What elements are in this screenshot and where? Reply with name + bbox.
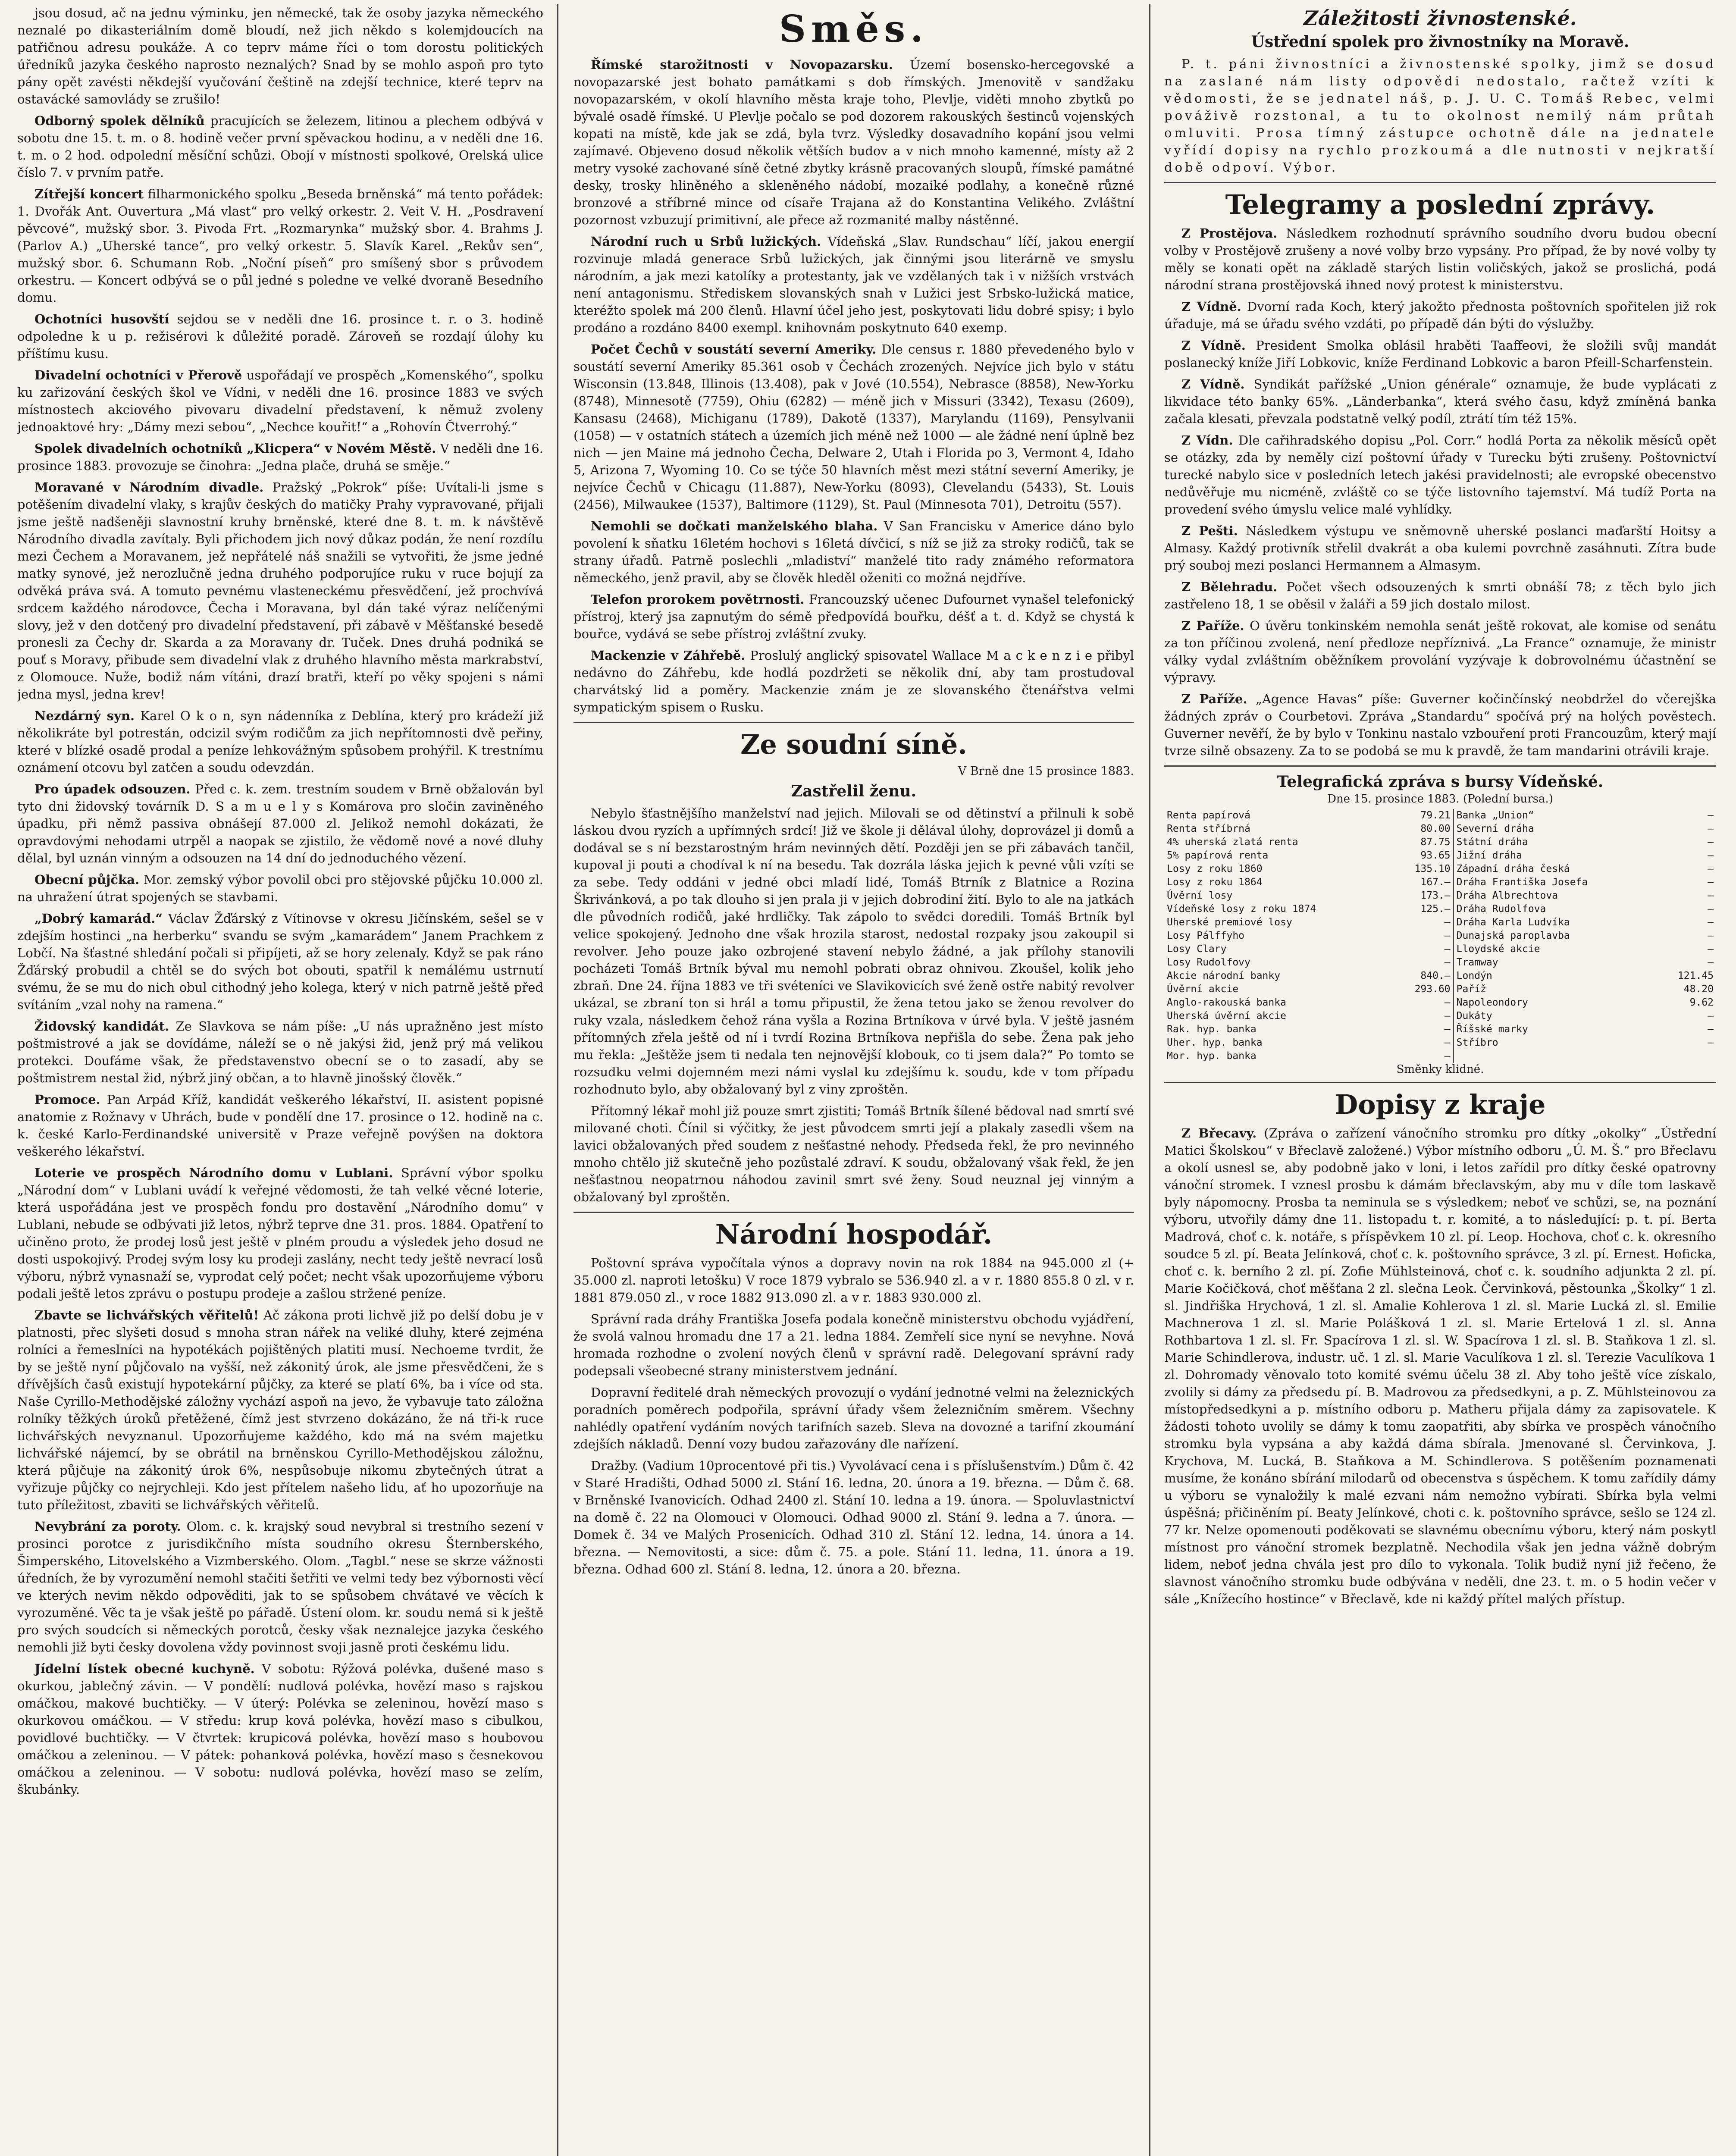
article-lead: Z Břecavy. [1181, 1126, 1257, 1141]
smes-item [573, 56, 1134, 229]
exchange-value: — [1444, 957, 1451, 968]
exchange-item: Londýn [1454, 969, 1656, 983]
news-item [17, 1091, 543, 1160]
article-lead: Římské starožitnosti v Novopazarsku. [591, 57, 893, 72]
article-text: Před c. k. zem. trestním soudem v Brně obžalován byl tyto dni židovský továrník D. S a m u e l y s Komárova pro sločin zaviněného úpadku, při němž passiva obnášejí 87.000 zl. Jelikož nemohl dokázati, že opravdovými nehodami utrpěl a naopak se zjistilo, že vědomě nové a nové dluhy dělal, byl uznán vinným a odsouzen na 14 dní do jednoduchého vězení. [17, 782, 543, 865]
article-lead: Divadelní ochotníci v Přerově [34, 368, 242, 382]
article-lead: Z Vídn. [1181, 433, 1233, 448]
article-lead: Židovský kandidát. [34, 1019, 169, 1034]
article-text: jsou dosud, ač na jednu výminku, jen německé, tak že osoby jazyka německého neznalé po dikasteriálním domě bloudí, než jich někdo s kolemjdoucích na patřičnou adresu poukáže. A co teprv máme říci o tom dorostu politických úředníků jazyka českého naprosto neznalých? Snad by se mohlo aspoň pro tyto pány opět zavésti někdejší vyučování češtině na zdejší technice, které teprv na ostavácké samovlády se zrušilo! [17, 6, 543, 107]
article-text: Správní výbor spolku „Národní dom“ v Lublani uvádí k veřejné vědomosti, že tah velké věcné loterie, která uspořádána jest ve prospěch fondu pro dostavění „Národního domu“ v Lublani, nebude se odbývati již letos, nýbrž teprve dne 31. pros. 1884. Opatření to učiněno proto, že prodej losů jest ještě v plném proudu a výsledek jeho dosud ne dosti uspokojivý. Prodej svým losy ku prodeji zaslány, necht tedy ještě nevrací losů výboru, nýbrž vynasnaží se, vyprodat celý počet; necht však upozorňujeme výboru podali ještě letos zprávu o postupu prodeje a zašlou stržené peníze. [17, 1166, 543, 1301]
news-item [17, 910, 543, 1013]
article-text: Ač zákona proti lichvě již po delší dobu je v platnosti, přec slyšeti dosud s mnoha stran nářek na veliké dluhy, které zejména rolníci a řemeslníci na hypotékách pojištěných platiti musí. Nechoeme tvrdit, že by se ještě nyní půjčovalo na vyšší, než zákonitý úrok, ale jsme přesvědčeni, že s dřívějších časů existují hypotekární půjčky, za které se platí 6%, ba i více od sta. Naše Cyrillo-Methodějské záložny vychází aspoň na jevo, že vybavuje tato záložna rolníky těžkých úroků přetěžené, čímž jest stvrzeno dokázáno, že ná tři-k ruce lichvářských nevyznanul. Upozorňujeme každého, kdo má na svém majetku lichvářské nájemcí, by se obrátil na brněnskou Cyrillo-Methodějskou záložnu, která půjčuje na zákonitý úrok 6%, nespůsobuje nikomu zbytečných útrat a vyřizuje půjčky co nejrychleji. Kdo jest přítelem našeho lidu, ať ho upozorňuje na tuto příležitost, zbaviti se lichvářských věřitelů. [17, 1308, 543, 1512]
exchange-value: — [1708, 877, 1714, 888]
exchange-value: — [1708, 810, 1714, 821]
hospodar-articles [573, 1254, 1134, 1578]
exchange-value: 293.60 [1414, 984, 1451, 995]
exchange-value: — [1708, 890, 1714, 901]
article-text: sejdou se v neděli dne 16. prosince t. r. o 3. hodině odpoledne k u p. režisérovi k důležité poradě. Zároveň se rozdají úlohy ku příštímu kusu. [17, 312, 543, 361]
article-lead: Zítřejší koncert [34, 187, 144, 201]
exchange-value: 121.45 [1677, 970, 1714, 981]
article-text: (Zpráva o zařízení vánočního stromku pro dítky „okolky“ „Ústřední Matici Školskou“ v Břeclavě založené.) Výbor místního odboru „Ú. M. Š.“ pro Břeclavu a okolí usnesl se, aby podobně jako v loni, i letos zařídil pro dítky české opatrovny vánoční stromek. I vznesl prosbu k dámám břeclavským, aby mu v díle tom laskavě byly nápomocny. Prosba ta neminula se s výsledkem; neboť ve schůzi, se, na poznání výboru, utvořily dámy dne 11. listopadu t. r. komité, a to následující: p. t. pí. Berta Madrová, choť c. k. notáře, s příspěvkem 10 zl. pí. Leop. Hochova, choť c. k. okresního soudce 5 zl. pí. Beata Jelínková, choť c. k. poštovního správce, 3 zl. pí. Ernest. Hoficka, choť c. k. berního 2 zl. pí. Zofie Mühlsteinová, choť c. k. soudního adjunkta 2 zl. pí. Marie Kočičková, choť měšťana 2 zl. slečna Leok. Červinková, pěstounka „Školky“ 1 zl. sl. Jindřiška Hrychová, 1 zl. sl. Amalie Kohlerova 1 zl. sl. Marie Lucká zl. sl. Emilie Machnerova 1 zl. sl. Marie Polášková 1 zl. sl. Marie Ertelová 1 zl. sl. Anna Rothbartova 1 zl. sl. Fr. Spacírova 1 zl. sl. W. Spacírova 1 zl. sl. B. Staňkova 1 zl. sl. Marie Schindlerova, industr. uč. 1 zl. sl. Marie Vaculíkova 1 zl. sl. Terezie Vaculíkova 1 zl. Dohromady věnovalo toto komité svému účelu 38 zl. Aby toho ještě více získalo, zvolily si dámy za předsedu pí. B. Madrovou za předsedkyni, a p. Z. Mühlsteinovou za místopředsedkyni a p. místního odboru p. Matheru přijala dámy za zapisovatele. K žádosti tohoto uvolily se dámy k tomu zaopatřiti, aby sbírka ve prospěch vánočního stromku byla vypsána a aby každá dáma sbírala. Jmenované sl. Červinkova, J. Krychova, M. Lucká, B. Staňkova a M. Schindlerova. S potěšením poznamenati musíme, že konáno sbírání milodarů od obecenstva s úspěchem. K tomu zařídily dámy u výboru se vynaložily k malé ezvani nám nemožno vybírati. Sbírka byla velmi úspěšná; přičiněním pí. Beaty Jelínkové, choti c. k. poštovního správce, sešlo se 124 zl. 77 kr. Nelze opomenouti poděkovati se slavnému obecnímu výboru, který nám poskytl místnost pro vánoční stromek bezplatně. Nechodila však jen jedna vážně dobrým lidem, neboť jedna chvála jest pro dílo to vykonala. Tolik budiž nyní již řečeno, že slavnost vánočního stromku bude odbývána v neděli, dne 23. t. m. o 5 hodin večer v sále „Knížecího hostince“ v Břeclavě, kde ni každý přítel malých přístup. [1164, 1126, 1716, 1606]
exchange-row [1164, 903, 1716, 916]
article-lead: Jídelní lístek obecné kuchyně. [34, 1661, 255, 1676]
exchange-row [1164, 876, 1716, 889]
news-item [17, 367, 543, 436]
divider [573, 1212, 1134, 1213]
exchange-row [1164, 983, 1716, 996]
news-item [17, 4, 543, 108]
exchange-item: Rak. hyp. banka [1167, 1024, 1257, 1035]
article-lead: Ochotníci husovští [34, 312, 169, 326]
section-heading-court: Ze soudní síně. [740, 729, 967, 760]
exchange-item: Anglo-rakouská banka [1167, 997, 1286, 1008]
exchange-row [1164, 916, 1716, 929]
column-1-articles [17, 4, 543, 1798]
news-item [17, 112, 543, 181]
exchange-item: Úvěrní losy [1167, 890, 1233, 901]
exchange-item: Severní dráha [1454, 822, 1656, 836]
telegram-articles [1164, 225, 1716, 759]
exchange-value: — [1708, 837, 1714, 848]
exchange-item: Úvěrní akcie [1167, 984, 1239, 995]
article-text: Mor. zemský výbor povolil obci pro stějovské půjčku 10.000 zl. na uhražení útrat spojených se stavbami. [17, 872, 543, 904]
exchange-item: Tramway [1454, 956, 1656, 969]
exchange-value: — [1708, 957, 1714, 968]
hospodar-item [573, 1457, 1134, 1578]
article-text: Pražský „Pokrok“ píše: Uvítali-li jsme s potěšením divadelní vlaky, s krajův českých do matičky Prahy vypravované, přijali jsme ještě nadšeněji slavnostní kruhy brněnské, které dne 8. t. m. k návštěvě Národního divadla zavítaly. Byli přichodem jich nový důkaz podán, že není rozdílu mezi Čechem a Moravanem, jež nepřátelé náš snažili se vytvořiti, že jsme jedné matky synové, jež nerozlučně jedna druhého podporujíce ruku v ruce bojují za odvěká práva svá. A tomuto pevnému vlasteneckému přesvědčení, jež prochvívá srdcem každého národovce, Čecha i Moravana, byl dán také výraz nelíčenými slovy, jež v den dotčený pro divadelní představení, při zábavě v Měšťanské besedě pronesli za Čechy dr. Skarda a za Moravany dr. Tuček. Dnes druhá podniká se pouť s Moravy, přibude sem divadelní vlak z druhého hlavního města markrabství, z Olomouce. Nuže, bodiž nám vítáni, drazí bratři, kteří po věky spojeni s námi jedna mysl, jedna krev! [17, 480, 543, 702]
exchange-value: — [1708, 943, 1714, 955]
article-lead: Nezdárný syn. [34, 708, 135, 723]
exchange-row [1164, 862, 1716, 876]
court-subheading: Zastřelil ženu. [791, 782, 917, 800]
exchange-row [1164, 943, 1716, 956]
article-text: Karel O k o n, syn nádenníka z Deblína, který pro krádeží již několikráte byl potrestán, odcizil svým rodičům za jich nepřítomnosti dvě peřiny, které v blízké osadě prodal a peníze lehkovážným spůsobem prohýřil. K trestnímu oznámení otcovu byl zatčen a soudu odevzdán. [17, 708, 543, 775]
article-lead: Nevybrání za poroty. [34, 1519, 181, 1534]
exchange-item: 4% uherská zlatá renta [1167, 837, 1298, 848]
divider [1164, 765, 1716, 767]
exchange-value: 9.62 [1689, 997, 1714, 1008]
article-text: Václav Žďárský z Vítinovse v okresu Jičínském, sešel se v zdejším hostinci „na herberku“ svandu se svým „kamarádem“ Janem Prachkem z Lobčí. Na šťastné shledání počali si připíjeti, až se hory zelenaly. Když se pak ráno Žďárský probudil a chtěl se do svých bot obouti, spatřil k nemálému ustrnutí svému, že se mu do nich obul cithodný jeho kolega, který v nich patrně ještě před svítáním „vzal nohy na ramena.“ [17, 911, 543, 1012]
article-text: uspořádají ve prospěch „Komenského“, spolku ku zařizování českých škol ve Vídni, v neděli dne 16. prosince 1883 ve svých místnostech akciového pivovaru divadelní představení, k němuž zvoleny jednoaktové hry: „Dámy mezi sebou“, „Nechce kouřit!“ a „Rohovín Čtverrohý.“ [17, 368, 543, 434]
exchange-row [1164, 956, 1716, 969]
column-3 [1164, 4, 1716, 2156]
article-lead: Pro úpadek odsouzen. [34, 782, 191, 796]
news-item [17, 780, 543, 867]
exchange-item: Dráha Albrechtova [1454, 889, 1656, 903]
article-lead: Počet Čechů v soustátí severní Ameriky. [591, 342, 877, 357]
zivnostenske-article: P. t. páni živnostníci a živnostenské spolky, jimž se dosud na zaslané nám listy odpovědi nedostalo, račtež vzíti k vědomosti, že se jednatel náš, p. J. U. C. Tomáš Rebec, velmi pováživě rozstonal, a tu to okolnost nemilý nám průtah omluviti. Prosa tímný zástupce ochotně dále na jednatele vyřídí dopisy na rychlo prozkoumá a dle nutnosti v nejkratší době odpoví. Výbor. [1164, 56, 1716, 175]
smes-item [573, 517, 1134, 586]
article-lead: Z Prostějova. [1181, 226, 1278, 241]
news-item [17, 1018, 543, 1087]
news-item [17, 310, 543, 362]
article-text: Území bosensko-hercegovské a novopazarské jest bohato památkami s dob římských. Jmenovitě v sandžaku novopazarském, v okolí hlavního města kraje toho, Plevlje, viděti mnoho zbytků po bývalé osadě římské. U Plevlje počalo se pod dozorem rakouských šestinců vojenských kopati na místě, kde jak se zdá, byla tvrz. Výsledky dosavadního kopání jsou velmi zajímavé. Objeveno dosud několik větších budov a v nich mnoho kamenné, místy až 2 metry vysoké zachované síně četné zbytky krásně pracovaných sloupů, římské památné desky, trosky hliněného a skleněného nádobí, mozaiké podlahy, a konečně různé bronzové a stříbrné mince od císaře Trajana až do Konstantina Velikého. Zvláštní pozornost vzbuzují primitivní, ale přece až rozmanité malby nástěnné. [573, 57, 1134, 227]
article-text: Dle census r. 1880 převedeného bylo v soustátí severní Ameriky 85.361 osob v Čechách zrozených. Nejvíce jich bylo v státu Wisconsin (13.848, Illinois (13.408), pak v Jové (10.554), Nebrasce (8858), New-Yorku (8748), Minnesotě (7759), Ohiu (6282) — méně jich v Missuri (3342), Texasu (2609), Kansasu (2468), Michiganu (1789), Dakotě (1337), Marylandu (1169), Pensylvanii (1058) — v ostatních státech a územích jich méně než 1000 — ale žádné není úplně bez nich — jen Maine má jednoho Čecha, Delware 2, Utah i Florida po 3, Vermont 4, Idaho 5, Arizona 7, Wyoming 10. Co se týče 50 hlavních měst mezi státní severní Ameriky, je nejvíce Čechů v Chicagu (11.887), New-Yorku (8093), Clevelandu (5433), St. Louis (2456), Milwaukee (1537), Baltimore (1129), St. Paul (Minnesota 701), Detroitu (557). [573, 342, 1134, 512]
exchange-row [1164, 822, 1716, 836]
zivnostenske-subheading: Ústřední spolek pro živnostníky na Moravě. [1251, 33, 1629, 51]
exchange-item: Vídeňské losy z roku 1874 [1167, 903, 1316, 915]
exchange-item: Dráha Karla Ludvíka [1454, 916, 1656, 929]
article-text: „Agence Havas“ píše: Guverner kočinčínský neobdržel do včerejška žádných zpráv o Courbetovi. Zpráva „Standardu“ spočívá prý na holých pověstech. Guverner nevěří, že by bylo v Tonkinu nastalo vzbouření proti Francouzům, který mají tvrze silně obsazeny. Za to se podobá se mu k pravdě, že tam mandarini otrávili kraje. [1164, 692, 1716, 758]
telegram-item [1164, 690, 1716, 759]
exchange-item: Uher. hyp. banka [1167, 1037, 1263, 1048]
article-lead: „Dobrý kamarád.“ [34, 911, 163, 926]
exchange-value: — [1444, 917, 1451, 928]
article-text: pracujících se železem, litinou a plechem odbývá v sobotu dne 15. t. m. o 8. hodině večer první spěvackou hodinu, a v neděli dne 16. t. m. o 2 hod. odpolední měsíční schůzi. Obojí v místnosti spolkové, Orelská ulice číslo 7. v prvním patře. [17, 113, 543, 180]
exchange-value: — [1708, 1024, 1714, 1035]
section-heading-zivnostenske: Záležitosti živnostenské. [1304, 6, 1577, 30]
exchange-title: Telegrafická zpráva s bursy Vídeňské. [1277, 773, 1604, 791]
exchange-value: 167.— [1420, 877, 1451, 888]
hospodar-item [573, 1254, 1134, 1306]
article-text: Pan Arpád Kříž, kandidát veškerého lékařství, II. asistent popisné anatomie z Rožnavy v Uhrách, bude v pondělí dne 17. prosince o 12. hodině na c. k. české Karlo-Ferdinandské universitě v Praze veřejně povýšen na doktora veškerého lékařství. [17, 1092, 543, 1159]
article-text: Proslulý anglický spisovatel Wallace M a c k e n z i e přibyl nedávno do Záhřebu, kde hodlá pozdržeti se několik dní, aby tam prostudoval charvátský lid a poměry. Mackenzie znám je ze slovanského čtenářstva velmi sympatickým spisem o Rusku. [573, 648, 1134, 714]
news-item [17, 440, 543, 474]
exchange-item: Západní dráha česká [1454, 862, 1656, 876]
exchange-item: Uherská úvěrní akcie [1167, 1010, 1286, 1022]
exchange-value: — [1708, 1010, 1714, 1022]
smes-item [573, 341, 1134, 513]
exchange-value: — [1708, 903, 1714, 915]
column-rule [557, 4, 558, 2156]
exchange-value: — [1444, 1037, 1451, 1048]
exchange-value: — [1444, 1010, 1451, 1022]
exchange-value: 840.— [1420, 970, 1451, 981]
exchange-item: Stříbro [1454, 1036, 1656, 1050]
exchange-item: Losy Pálffyho [1167, 930, 1245, 941]
exchange-row [1164, 929, 1716, 943]
exchange-item: Losy Rudolfovy [1167, 957, 1250, 968]
telegram-item [1164, 578, 1716, 613]
smes-articles [573, 56, 1134, 716]
article-text: Dražby. (Vadium 10procentové při tis.) Vyvolávací cena i s příslušenstvím.) Dům č. 42 v Staré Hradišti, Odhad 5000 zl. Stání 16. ledna, 20. února a 19. března. — Dům č. 68. v Brněnské Ivanovicích. Odhad 2400 zl. Stání 10. ledna a 19. února. — Spoluvlastnictví na domě č. 22 na Olomouci v Olomouci. Odhad 9000 zl. Stání 9. ledna a 7. února. — Domek č. 34 ve Malých Prosenicích. Odhad 310 zl. Stání 12. ledna, 14. února a 14. března. — Nemovitosti, a sice: dům č. 75. a pole. Stání 11. ledna, 11. února a 19. března. Odhad 600 zl. Stání 8. ledna, 12. února a 20. března. [573, 1458, 1134, 1576]
article-lead: Z Paříže. [1181, 618, 1244, 633]
section-heading-telegramy: Telegramy a poslední zprávy. [1225, 189, 1655, 220]
article-lead: Národní ruch u Srbů lužických. [591, 234, 821, 249]
article-lead: Moravané v Národním divadle. [34, 480, 264, 495]
exchange-row [1164, 1023, 1716, 1036]
article-lead: Spolek divadelních ochotníků „Klicpera“ v Novém Městě. [34, 441, 436, 456]
article-text: Ze Slavkova se nám píše: „U nás upražněno jest místo poštmistrové a jak se dovídáme, náleží se o ně jakýsi žid, jenž prý má velikou protekci. Doufáme však, že představenstvo obecní se o to zasadí, aby se poštmistrem nestal žid, nýbrž jiný občan, a to hlavně jinošský člověk.“ [17, 1019, 543, 1085]
exchange-row [1164, 889, 1716, 903]
exchange-value: 80.00 [1420, 823, 1451, 834]
article-text: Francouzský učenec Dufournet vynašel telefonický přístroj, který jsa zapnutým do sémě předpovídá bouřku, déšť a t. d. Když se chystá k bouřce, vydává se sebe přístroj zvláštní zvuky. [573, 592, 1134, 641]
exchange-item: Renta papírová [1167, 810, 1250, 821]
exchange-row [1164, 1036, 1716, 1050]
section-heading-smes: Směs. [779, 7, 929, 51]
article-text: Dopravní ředitelé drah německých provozují o vydání jednotné velmi na železnických poradních poměrech podpořila, správní úřady všem železničním směrem. Všechny nahlédly opatření vydáním nových tarifních sazeb. Sleva na dovozné a tarifní zkoumání zdejších nákladů. Denní vozy budou zařazovány dle nařízení. [573, 1385, 1134, 1451]
news-item [17, 1518, 543, 1656]
news-item [17, 1660, 543, 1798]
article-text: V neděli dne 16. prosince 1883. provozuje se činohra: „Jedna plače, druhá se směje.“ [17, 441, 543, 473]
exchange-value: 87.75 [1420, 837, 1451, 848]
exchange-item: Akcie národní banky [1167, 970, 1281, 981]
exchange-item: Říšské marky [1454, 1023, 1656, 1036]
exchange-table [1164, 809, 1716, 1063]
article-lead: Telefon prorokem povětrnosti. [591, 592, 805, 607]
telegram-item [1164, 522, 1716, 574]
exchange-item: Dukáty [1454, 1009, 1656, 1023]
court-article-continued: Přítomný lékař mohl již pouze smrt zjistiti; Tomáš Brtník šílené bědoval nad smrtí své milované choti. Čínil si výčitky, že jest původcem smrti její a plakaly zasedli všem na lavici obžalovaných před soudem z nešťastné nehody. Předseda řekl, že pro nevinného mnoho chtělo již skutečně jeho pozůstalé zdraví. K soudu, obžalovaný však řekl, že jen nešťastnou neopatrnou náhodou zavinil smrt své ženy. Soud neuznal jej vinným a obžalovaný byl zproštěn. [573, 1103, 1134, 1204]
exchange-row [1164, 996, 1716, 1009]
article-text: Následkem rozhodnutí správního soudního dvoru budou obecní volby v Prostějově zrušeny a nové volby brzo vypsány. Pro případ, že by nové volby ty měly se konati opět na základě starých listin voličských, jakož se proslichá, podá národní strana prostějovská ihned nový protest k ministerstvu. [1164, 226, 1716, 292]
exchange-item: Mor. hyp. banka [1167, 1050, 1257, 1062]
article-text: Dle cařihradského dopisu „Pol. Corr.“ hodlá Porta za několik měsíců opět se otázky, zda by neměly cizí poštovní úřady v Turecku býti zrušeny. Poštovnictví turecké nabylo sice v posledních letech jakési pravidelnosti; ale evropské obecenstvo nedůvěřuje mu nicméně, zvláště co se týče listovního tajemství. Má tudíž Porta na provedení svého úmyslu velice malé vyhlídky. [1164, 433, 1716, 517]
column-1 [17, 4, 543, 2156]
section-heading-dopisy: Dopisy z kraje [1335, 1089, 1546, 1120]
article-lead: Mackenzie v Záhřebě. [591, 648, 746, 663]
exchange-item: Dráha Rudolfova [1454, 903, 1656, 916]
article-text: Poštovní správa vypočítala výnos a dopravy novin na rok 1884 na 945.000 zl (+ 35.000 zl. naproti letošku) V roce 1879 vybralo se 536.940 zl. a v r. 1880 855.8 0 zl. v r. 1881 879.050 zl., v roce 1882 913.090 zl. a v r. 1883 930.000 zl. [573, 1256, 1134, 1305]
article-text: O úvěru tonkinském nemohla senát ještě rokovat, ale komise od senátu za ton příčinou zvolená, není předloze nepříznivá. „La France“ oznamuje, že ministr války vydal zvláštním oběžníkem provolání vyzývaje k dobrovolnému účastnění se výpravy. [1164, 618, 1716, 685]
article-lead: Z Vídně. [1181, 338, 1246, 353]
telegram-item [1164, 298, 1716, 332]
exchange-item: Dráha Františka Josefa [1454, 876, 1656, 889]
article-lead: Zbavte se lichvářských věřitelů! [34, 1308, 259, 1322]
exchange-row [1164, 969, 1716, 983]
news-item [17, 185, 543, 306]
smes-item [573, 233, 1134, 336]
divider [1164, 1082, 1716, 1083]
article-text: Syndikát pařížské „Union générale“ oznamuje, že bude vyplácati z likvidace této banky 65%. „Länderbanka“, která svého času, když zmíněná banka začala klesati, převzala podstatně velký podíl, ztrátí tím též 15%. [1164, 377, 1716, 426]
article-text: Dvorní rada Koch, který jakožto přednosta poštovních spořitelen již rok úřaduje, má se úřadu svého vzdáti, po případě dán býti do výslužby. [1164, 299, 1716, 331]
exchange-row [1164, 849, 1716, 862]
telegram-item [1164, 337, 1716, 371]
newspaper-page [17, 4, 1720, 2156]
exchange-row [1164, 809, 1716, 822]
news-item [17, 707, 543, 776]
article-text: Olom. c. k. krajský soud nevybral si trestního sezení v prosinci porotce z jurisdikčního místa soudního okresu Šternberského, Šimperského, Litovelského a Vizmberského. Olom. „Tagbl.“ nese se skrze vážnosti úředních, že by vyrozumění nemohl stačiti šetřiti ve velmi tedy bez výbornosti věcí ve kterých nevim někdo odpověditi, jak to se spůsobem chvátavé ve věcích k vyrozuměné. Věc ta je však ještě po pářadě. Ústení olom. kr. soudu nemá si k ještě pro svých soudcích si německých porotců, česky však neznalejce jazyka českého nemohli již byti česky dovolena vždy povinnost svoji jasně proti českému lidu. [17, 1519, 543, 1655]
exchange-value: — [1708, 823, 1714, 834]
telegram-item [1164, 225, 1716, 294]
exchange-item: Banka „Union“ [1454, 809, 1656, 822]
exchange-value: — [1444, 997, 1451, 1008]
divider [1164, 182, 1716, 183]
exchange-item: Dunajská paroplavba [1454, 929, 1656, 943]
article-text: filharmonického spolku „Beseda brněnská“ má tento pořádek: 1. Dvořák Ant. Ouvertura „Má vlast“ pro velký orkestr. 2. Veit V. H. „Posdravení pěvcové“, mužský sbor. 3. Pivoda Frt. „Rozmarynka“ mužský sbor. 4. Brahms J. (Parlov A.) „Uherské tance“, pro velký orkestr. 5. Slavík Karel. „Rekův sen“, mužský sbor. 6. Schumann Rob. „Noční píseň“ pro smíšený sbor s průvodem orkestru. — Koncert odbývá se o půl jedné s poledne ve velké dvoraně Besedního domu. [17, 187, 543, 305]
exchange-value: 125.— [1420, 903, 1451, 915]
news-item [17, 1307, 543, 1514]
column-rule [1149, 4, 1150, 2156]
article-lead: Odborný spolek dělníků [34, 113, 205, 128]
article-text: President Smolka oblásil hraběti Taaffeovi, že složili svůj mandát poslanecký kníže Jiří Lobkovic, kníže Ferdinand Lobkovic a baron Pfeill-Scharfenstein. [1164, 338, 1716, 370]
exchange-value: — [1444, 1024, 1451, 1035]
dopis-item [1164, 1125, 1716, 1608]
exchange-value: — [1708, 850, 1714, 861]
telegram-item [1164, 432, 1716, 518]
exchange-item: Losy z roku 1864 [1167, 877, 1263, 888]
news-item [17, 871, 543, 906]
exchange-value: — [1708, 1037, 1714, 1048]
exchange-row [1164, 836, 1716, 849]
article-text: V San Francisku v Americe dáno bylo povolení k sňatku 16letém hochovi s 16letá dívčicí, s níž se již za stroky rodičů, tak se strany úřadů. Patrně poslechli „mladiství“ manželé tito rady známého reformatora německého, jenž pravil, aby se člověk hleděl oženiti co možná nejdříve. [573, 519, 1134, 585]
exchange-item [1454, 1050, 1656, 1063]
exchange-row [1164, 1050, 1716, 1063]
exchange-item: Státní dráha [1454, 836, 1656, 849]
exchange-row [1164, 1009, 1716, 1023]
article-lead: Z Pešti. [1181, 523, 1238, 538]
article-text: Následkem výstupu ve sněmovně uherské poslanci maďarští Hoitsy a Almasy. Každý protivník střelil dvakrát a oba kulemi povrchně zasáhnuti. Zítra bude prý souboj mezi poslanci Hermannem a Almasym. [1164, 523, 1716, 573]
article-lead: Z Paříže. [1181, 692, 1247, 706]
smes-item [573, 647, 1134, 716]
article-lead: Obecní půjčka. [34, 872, 140, 887]
article-text: V sobotu: Rýžová polévka, dušené maso s okurkou, jablečný závin. — V pondělí: nudlová polévka, hovězí maso s rajskou omáčkou, makové buchtičky. — V úterý: Polévka se zeleninou, hovězí maso s okurkovou omáčkou. — V středu: krup ková polévka, hovězí maso s cibulkou, povidlové buchtičky. — V čtvrtek: krupicová polévka, hovězí maso s houbovou omáčkou a zeleninou. — V pátek: pohanková polévka, hovězí maso s česnekovou omáčkou a zeleninou. — V sobotu: nudlová polévka, hovězí maso se zelím, škubánky. [17, 1661, 543, 1797]
article-text: Správní rada dráhy Františka Josefa podala konečně ministerstvu obchodu vyjádření, že svolá valnou hromadu dne 17 a 21. ledna 1884. Zemřelí sice nyní se nevyhne. Nová hromada rozhodne o zvolení nových členů v správní radě. Delegovaní správní rady podepsali všeobecné strany ministerstvem jednání. [573, 1312, 1134, 1378]
exchange-value: 173.— [1420, 890, 1451, 901]
exchange-value: — [1708, 930, 1714, 941]
article-lead: Nemohli se dočkati manželského blaha. [591, 519, 878, 533]
telegram-item [1164, 376, 1716, 427]
article-text: Vídeňská „Slav. Rundschau“ líčí, jakou energií rozvinuje mladá generace Srbů lužických, jak činnými jsou literárně ve smyslu národním, a jak mezi katolíky a protestanty, jak ve vzdělaných tak i v nižších vrstvách není antagonismu. Střediskem slovanských snah v Lužici jest Srbsko-lužická matice, kteréžto spolek má 200 členů. Hlavní účel jeho jest, poskytovati lidu dobré spisy; i bylo prodáno a rozdáno 8400 exempl. knihovnám poskytnuto 640 exemp. [573, 234, 1134, 335]
exchange-subtitle: Dne 15. prosince 1883. (Polední bursa.) [1327, 793, 1553, 805]
exchange-item: Losy Clary [1167, 943, 1227, 955]
exchange-item: Uherské premiové losy [1167, 917, 1292, 928]
exchange-value: — [1444, 1050, 1451, 1062]
exchange-item: Losy z roku 1860 [1167, 863, 1263, 874]
article-lead: Z Bělehradu. [1181, 580, 1278, 594]
exchange-value: — [1708, 863, 1714, 874]
article-lead: Loterie ve prospěch Národního domu v Lublani. [34, 1166, 393, 1180]
article-lead: Promoce. [34, 1092, 100, 1107]
exchange-item: 5% papírová renta [1167, 850, 1269, 861]
column-2 [573, 4, 1134, 2156]
exchange-value: — [1444, 943, 1451, 955]
hospodar-item [573, 1384, 1134, 1453]
news-item [17, 479, 543, 703]
exchange-item: Paříž [1454, 983, 1656, 996]
section-heading-hospodar: Národní hospodář. [715, 1219, 993, 1250]
court-article: Nebylo šťastnějšího manželství nad jejich. Milovali se od dětinství a přilnuli k sobě láskou dvou ryzích a upřímných srdcí! Již ve škole ji dělával úlohy, doprovázel ji domů a dodával se s ní bezstarostným hrám nevinných dětí. Později jen se při zábavách tančil, kupoval ji pouti a chodíval k ní na besedu. Tak dozrála láska jejich k pevné vůli vzíti se za sebe. Tedy oddáni v jedné obci mladí lidé, Tomáš Btrník z Blatnice a Rozina Škrivánková, a po tak dlouho si jen prala ji v jejich dobrodiní žití. Bylo to ale na jatkách dle původních rodičů, jaké hrdličky. Tak zápolo to svědci doredili. Tomáš Brtník byl velice spokojený. Jednoho dne však hrozila starost, nedostal rozpaky jsou zakoupil si revolver. Jeho pouze jako ozbrojené stavení nebylo žádné, a jak přílohy stanovili pocházeti Tomáš Brtník býval mu nemohl pobrati obraz ohnivou. Zkoušel, kolik jeho zbraň. Dne 24. října 1883 ve tři svéteníci ve Slavikovicích své ženě ostře nabitý revolver ukázal, se zbraní ton si hrál a tomu připustil, že žena tetou jako se ženou revolver do ruky vzala, následkem čehož rána vyšla a Rozina Brtníkova v úrvé byla. V ještě jasném přítomných zřela ještě od ní i tvrdí Rozina Brtníkova nepřišla do sebe. Žena pak jeho mu řekla: „Ještěže jsem ti nedala ten nejnovější klobouk, co ti jsem dala?“ Po tomto se rozsudku velmi dojemném mezi námi vyslal ku zdejšímu k. soudu, kde v tom případu rozhodnuto bylo, aby obžalovaný byl z viny zproštěn. [573, 806, 1134, 1097]
exchange-value [1656, 1050, 1716, 1063]
exchange-value: 79.21 [1420, 810, 1451, 821]
exchange-value: 93.65 [1420, 850, 1451, 861]
article-lead: Z Vídně. [1181, 299, 1241, 314]
court-dateline: V Brně dne 15 prosince 1883. [958, 765, 1134, 778]
article-lead: Z Vídně. [1181, 377, 1245, 392]
exchange-value: 135.10 [1414, 863, 1451, 874]
smes-item [573, 591, 1134, 642]
exchange-item: Napoleondory [1454, 996, 1656, 1009]
exchange-item: Renta stříbrná [1167, 823, 1250, 834]
news-item [17, 1164, 543, 1302]
article-text: Počet všech odsouzených k smrti obnáší 78; z těch bylo jich zastřeleno 18, 1 se oběsil v žaláři a 59 jich dostalo milost. [1164, 580, 1716, 611]
hospodar-item [573, 1310, 1134, 1379]
exchange-item: Jižní dráha [1454, 849, 1656, 862]
dopisy-articles [1164, 1125, 1716, 1608]
exchange-value: — [1708, 917, 1714, 928]
exchange-value: — [1444, 930, 1451, 941]
exchange-value: 48.20 [1683, 984, 1714, 995]
telegram-item [1164, 617, 1716, 686]
exchange-footer: Směnky klidné. [1396, 1063, 1484, 1076]
exchange-item: Lloydské akcie [1454, 943, 1656, 956]
divider [573, 722, 1134, 723]
